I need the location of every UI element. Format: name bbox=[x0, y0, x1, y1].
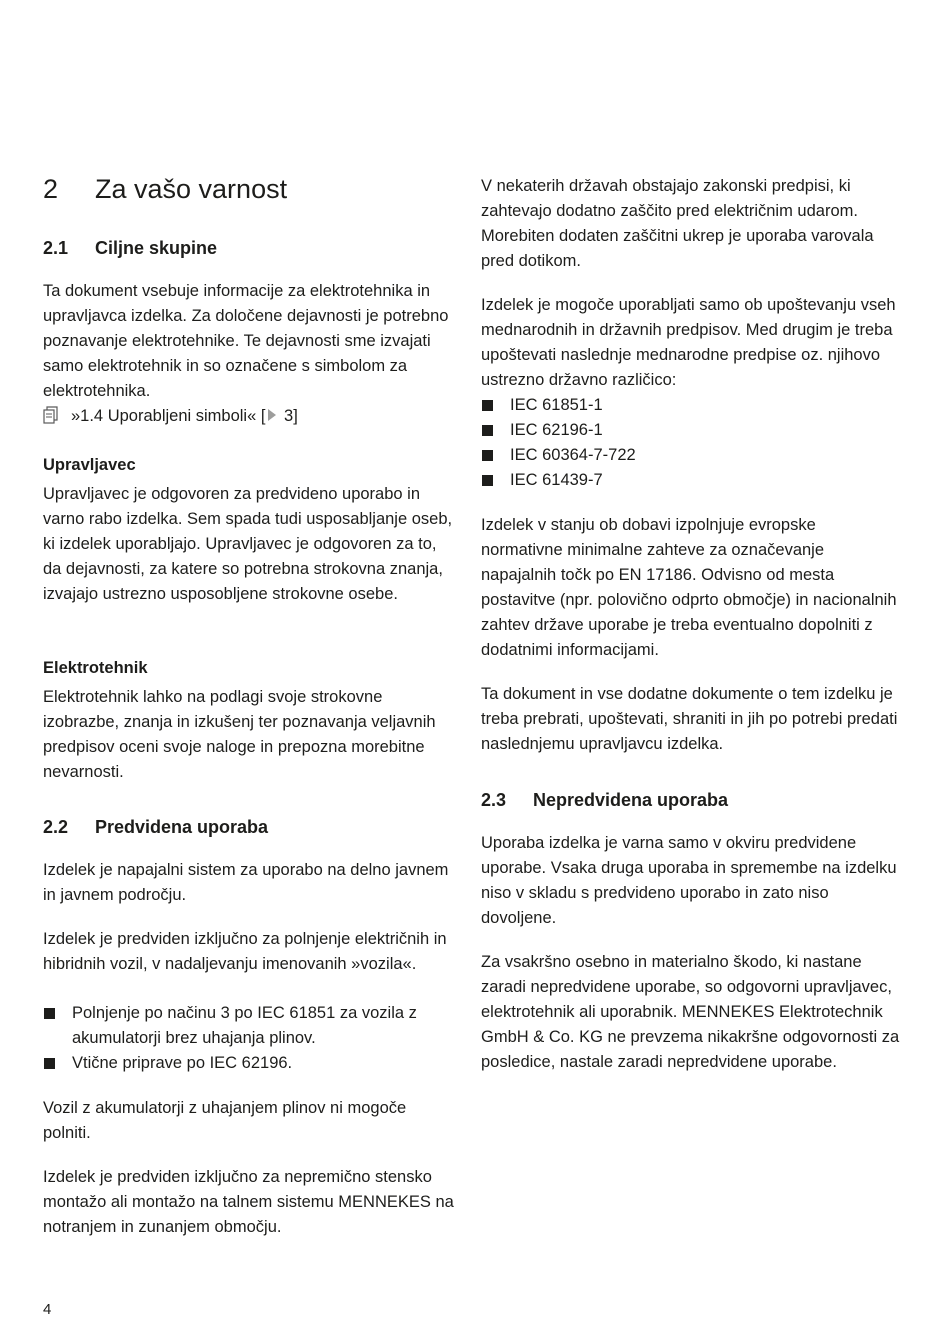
page-number: 4 bbox=[43, 1301, 52, 1318]
subsection-title: Ciljne skupine bbox=[95, 238, 218, 258]
list-item: IEC 61851-1 bbox=[481, 393, 901, 418]
list-item: IEC 61439-7 bbox=[481, 468, 901, 493]
electrician-heading: Elektrotehnik bbox=[43, 659, 148, 677]
improper-use-p1: Uporaba izdelka je varna samo v okviru predvidene uporabe. Vsaka druga uporaba in spremembe na izdelku niso v skladu s predvideno uporabo in zato niso dovoljene. bbox=[481, 834, 897, 927]
subsection-2-3-heading bbox=[481, 788, 901, 812]
section-number: 2 bbox=[43, 174, 59, 204]
square-bullet-icon bbox=[482, 400, 493, 411]
subsection-number: 2.1 bbox=[43, 238, 69, 258]
subsection-2-2-heading bbox=[43, 815, 458, 839]
intended-use-p4: Izdelek je predviden izključno za nepremično stensko montažo ali montažo na talnem sistemu MENNEKES na notranjem in zunanjem območju. bbox=[43, 1168, 454, 1236]
operator-text: Upravljavec je odgovoren za predvideno uporabo in varno rabo izdelka. Sem spada tudi usposabljanje oseb, ki izdelek uporabljajo. Upravljavec je odgovoren za to, da dejavnosti, za katere so potrebna strokovna znanja, izvajajo ustrezno usposobljene strokovne osebe. bbox=[43, 485, 453, 603]
square-bullet-icon bbox=[44, 1058, 55, 1069]
section-heading bbox=[43, 173, 458, 205]
document-handling: Ta dokument in vse dodatne dokumente o tem izdelku je treba prebrati, upoštevati, shraniti in jih po potrebi predati naslednjemu upravljavcu izdelka. bbox=[481, 685, 898, 753]
improper-use-p2: Za vsakršno osebno in materialno škodo, ki nastane zaradi nepredvidene uporabe, so odgovorni upravljavec, elektrotehnik ali uporabnik. MENNEKES Elektrotechnik GmbH & Co. KG ne prevzema nikakršne odgovornosti za posledice, nastale zaradi nepredvidene uporabe. bbox=[481, 953, 900, 1071]
operator-heading: Upravljavec bbox=[43, 456, 136, 474]
square-bullet-icon bbox=[482, 450, 493, 461]
subsection-number: 2.3 bbox=[481, 790, 507, 810]
electrician-text: Elektrotehnik lahko na podlagi svoje strokovne izobrazbe, znanja in izkušenj ter poznavanja veljavnih predpisov oceni svoje naloge in prepozna morebitne nevarnosti. bbox=[43, 688, 436, 781]
square-bullet-icon bbox=[482, 475, 493, 486]
intended-use-list bbox=[43, 1001, 458, 1076]
target-groups-intro: Ta dokument vsebuje informacije za elektrotehnika in upravljavca izdelka. Za določene dejavnosti je potrebno poznavanje elektrotehnike. Te dejavnosti sme izvajati samo elektrotehnik in so označene s simbolom za elektrotehnika. bbox=[43, 282, 449, 400]
section-title: Za vašo varnost bbox=[95, 174, 288, 204]
list-item: IEC 60364-7-722 bbox=[481, 443, 901, 468]
reference-page: 3] bbox=[279, 407, 298, 425]
intended-use-p1: Izdelek je napajalni sistem za uporabo na delno javnem in javnem področju. bbox=[43, 861, 449, 904]
subsection-2-1-heading bbox=[43, 236, 458, 260]
intended-use-p3: Vozil z akumulatorji z uhajanjem plinov ni mogoče polniti. bbox=[43, 1099, 407, 1142]
reference-label: »1.4 Uporabljeni simboli« bbox=[71, 407, 257, 425]
symbols-reference-link[interactable] bbox=[43, 404, 458, 429]
reference-bracket: [ bbox=[256, 407, 266, 425]
list-item: IEC 62196-1 bbox=[481, 418, 901, 443]
standards-list bbox=[481, 393, 901, 493]
document-copy-icon bbox=[43, 406, 59, 424]
protection-note: V nekaterih državah obstajajo zakonski predpisi, ki zahtevajo dodatno zaščito pred električnim udarom. Morebiten dodaten zaščitni ukrep je uporaba varovala pred dotikom. bbox=[481, 177, 874, 270]
triangle-right-icon bbox=[267, 408, 277, 422]
regulations-intro: Izdelek je mogoče uporabljati samo ob upoštevanju vseh mednarodnih in državnih predpisov. Med drugim je treba upoštevati naslednje mednarodne predpise oz. njihovo ustrezno državno različico: bbox=[481, 296, 896, 389]
intended-use-p2: Izdelek je predviden izključno za polnjenje električnih in hibridnih vozil, v nadaljevanju imenovanih »vozila«. bbox=[43, 930, 447, 973]
subsection-number: 2.2 bbox=[43, 817, 69, 837]
square-bullet-icon bbox=[482, 425, 493, 436]
subsection-title: Predvidena uporaba bbox=[95, 817, 269, 837]
marking-requirements: Izdelek v stanju ob dobavi izpolnjuje evropske normativne minimalne zahteve za označevanje napajalnih točk po EN 17186. Odvisno od mesta postavitve (npr. polovično odprto območje) in nacionalnih zahtev države uporabe je treba eventualno dopolniti z dodatnimi informacijami. bbox=[481, 516, 897, 659]
list-item: Vtične priprave po IEC 62196. bbox=[43, 1051, 458, 1076]
subsection-title: Nepredvidena uporaba bbox=[533, 790, 729, 810]
square-bullet-icon bbox=[44, 1008, 55, 1019]
list-item: Polnjenje po načinu 3 po IEC 61851 za vozila z akumulatorji brez uhajanja plinov. bbox=[43, 1001, 458, 1051]
